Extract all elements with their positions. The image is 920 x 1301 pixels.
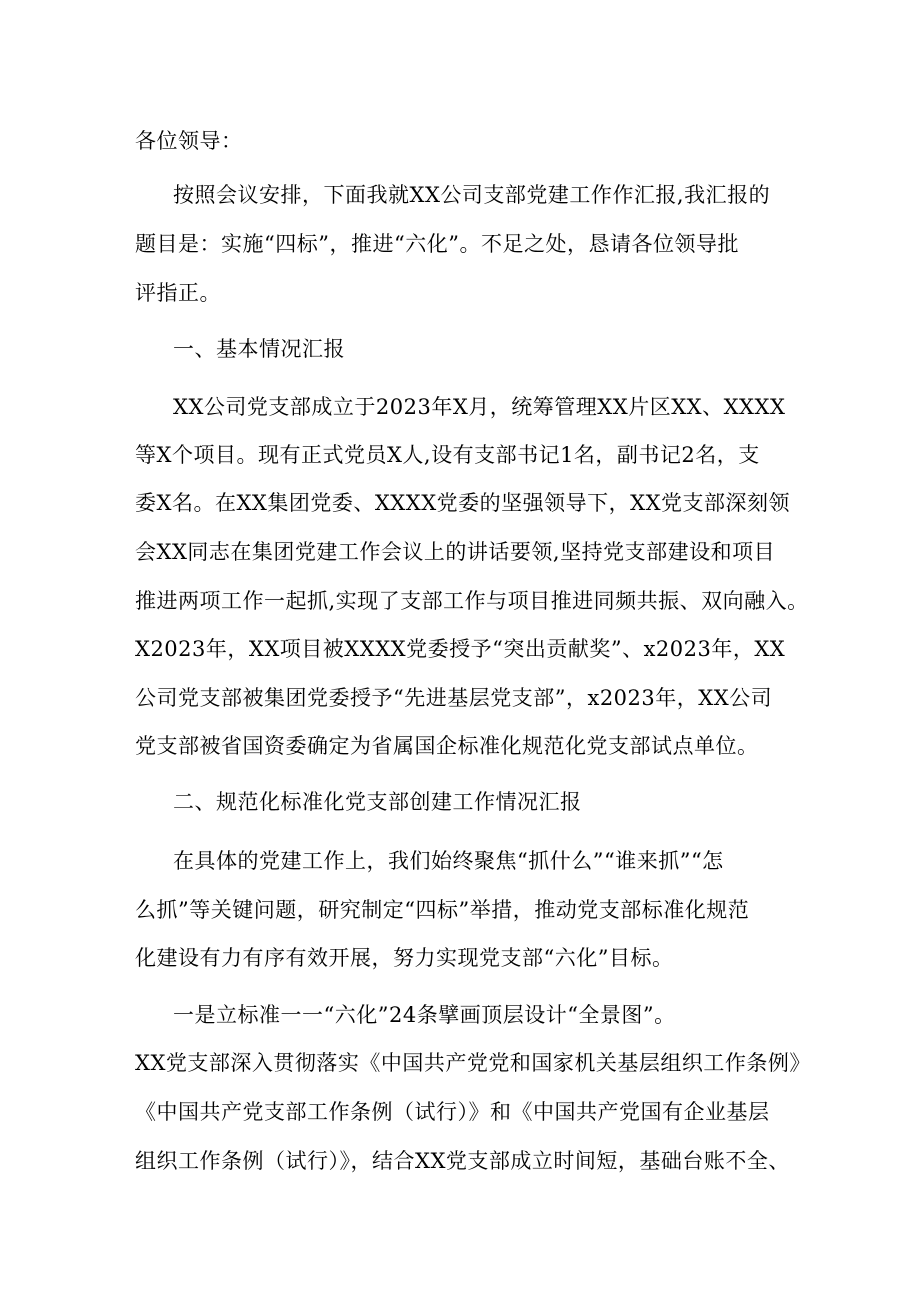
section2-heading: 二、规范化标准化党支部创建工作情况汇报 bbox=[173, 790, 582, 814]
section2-line-2: 么抓”等关键问题，研究制定“四标”举措，推动党支部标准化规范 bbox=[135, 898, 750, 922]
section1-line-5: 推进两项工作一起抓,实现了支部工作与项目推进同频共振、双向融入。 bbox=[135, 589, 809, 613]
intro-line-3: 评指正。 bbox=[135, 281, 221, 305]
section1-line-8: 党支部被省国资委确定为省属国企标准化规范化党支部试点单位。 bbox=[135, 734, 759, 758]
section1-line-6: X2023年，XX项目被XXXX党委授予“突出贡献奖”、x2023年，XX bbox=[135, 637, 786, 661]
section3-line-3: 组织工作条例（试行）》，结合XX党支部成立时间短，基础台账不全、 bbox=[135, 1149, 790, 1173]
section1-line-4: 会XX同志在集团党建工作会议上的讲话要领,坚持党支部建设和项目 bbox=[135, 540, 776, 564]
section2-line-3: 化建设有力有序有效开展，努力实现党支部“六化”目标。 bbox=[135, 946, 674, 970]
section3-line-1: XX党支部深入贯彻落实《中国共产党党和国家机关基层组织工作条例》 bbox=[135, 1051, 811, 1075]
section1-line-2: 等X个项目。现有正式党员X人,设有支部书记1名，副书记2名，支 bbox=[135, 443, 760, 467]
section1-heading: 一、基本情况汇报 bbox=[173, 337, 345, 361]
section1-line-7: 公司党支部被集团党委授予“先进基层党支部”，x2023年，XX公司 bbox=[135, 686, 773, 710]
salutation: 各位领导： bbox=[135, 129, 243, 153]
section2-line-1: 在具体的党建工作上，我们始终聚焦“抓什么”“谁来抓”“怎 bbox=[173, 849, 724, 873]
section3-line-2: 《中国共产党支部工作条例（试行）》和《中国共产党国有企业基层 bbox=[135, 1100, 770, 1124]
intro-line-2: 题目是：实施“四标”，推进“六化”。不足之处，恳请各位领导批 bbox=[135, 232, 739, 256]
section1-line-1: XX公司党支部成立于2023年X月，统筹管理XX片区XX、XXXX bbox=[173, 395, 786, 419]
section1-line-3: 委X名。在XX集团党委、XXXX党委的坚强领导下，XX党支部深刻领 bbox=[135, 491, 791, 515]
intro-line-1: 按照会议安排，下面我就XX公司支部党建工作作汇报,我汇报的 bbox=[173, 183, 771, 207]
section3-heading: 一是立标准一一“六化”24条擘画顶层设计“全景图”。 bbox=[173, 1003, 676, 1027]
